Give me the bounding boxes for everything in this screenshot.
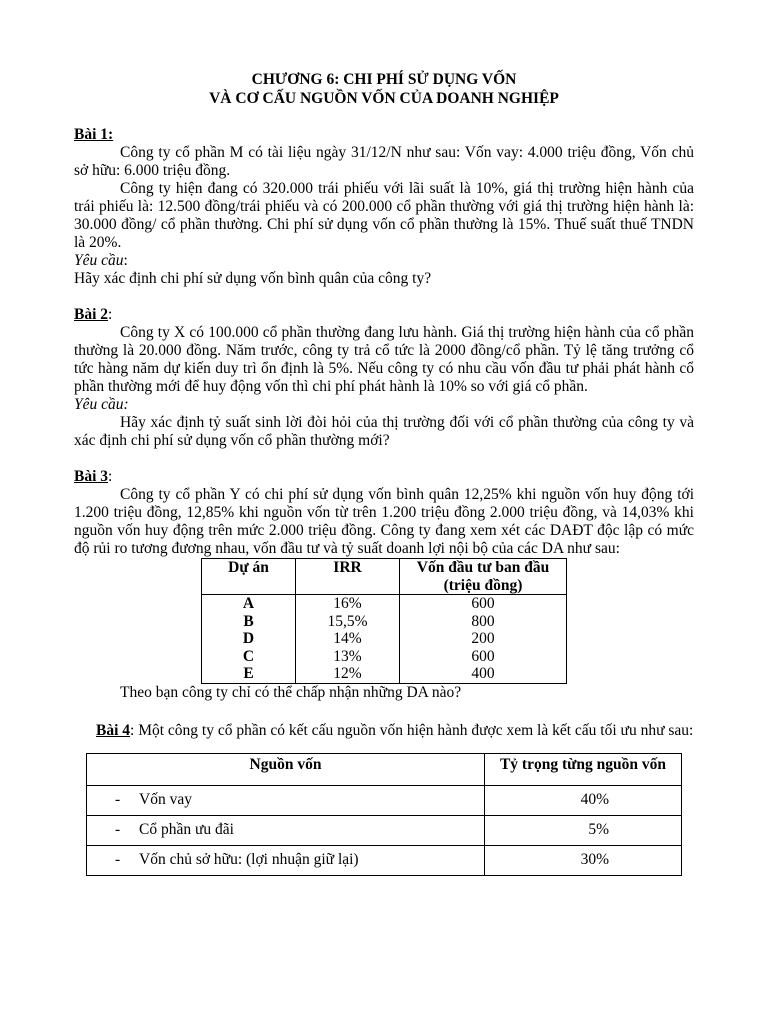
table-row (202, 648, 567, 666)
exercise-3-question: Theo bạn công ty chỉ có thể chấp nhận những DA nào? (120, 683, 462, 701)
exercise-4-heading: Bài 4 (96, 721, 131, 739)
exercise-1-paragraph-2: Công ty hiện đang có 320.000 trái phiếu với lãi suất là 10%, giá thị trường hiện hành của trái phiếu là: 12.500 đồng/trái phiếu và có 200.000 cổ phần thường với giá thị trường hiện hành là: 30.000 đồng/ cổ phần thường. Chi phí sử dụng vốn cổ phần thường là 15%. Thuế suất thuế TNDN là 20%. (74, 180, 694, 251)
table-row (202, 630, 567, 648)
exercise-2 (74, 306, 694, 450)
irr-cell: 12% (296, 665, 400, 683)
project-cell: C (202, 648, 296, 666)
chapter-title-line1: CHƯƠNG 6: CHI PHÍ SỬ DỤNG VỐN (251, 71, 517, 88)
list-dash: - (115, 821, 121, 838)
exercise-2-requirement-label: Yêu cầu: (74, 396, 129, 413)
exercise-3 (74, 468, 694, 702)
capital-weight-cell: 5% (485, 815, 682, 845)
capital-source-label: Vốn vay (139, 791, 192, 808)
exercise-2-heading: Bài 2 (74, 306, 109, 323)
chapter-title (74, 70, 694, 108)
capital-structure-table (86, 753, 682, 876)
list-dash: - (115, 851, 121, 868)
exercise-3-heading: Bài 3 (74, 468, 109, 485)
capital-source-cell (87, 815, 485, 845)
capital-source-cell (87, 845, 485, 875)
investment-cell: 600 (400, 648, 567, 666)
exercise-1-requirement: Hãy xác định chi phí sử dụng vốn bình quân của công ty? (74, 270, 432, 287)
irr-cell: 14% (296, 630, 400, 648)
irr-cell: 16% (296, 595, 400, 613)
capital-table-header-weight: Tỷ trọng từng nguồn vốn (485, 753, 682, 785)
exercise-2-requirement: Hãy xác định tỷ suất sinh lời đòi hỏi của thị trường đối với cổ phần thường của công ty và xác định chi phí sử dụng vốn cổ phần thường mới? (74, 414, 694, 449)
project-cell: D (202, 630, 296, 648)
project-table-header-irr: IRR (296, 559, 400, 595)
capital-source-label: Vốn chủ sở hữu: (lợi nhuận giữ lại) (139, 851, 359, 868)
exercise-2-paragraph-1: Công ty X có 100.000 cổ phần thường đang lưu hành. Giá thị trường hiện hành của cổ phần thường là 20.000 đồng. Năm trước, công ty trả cổ tức là 2000 đồng/cổ phần. Tỷ lệ tăng trưởng cổ tức hàng năm dự kiến duy trì ổn định là 5%. Nếu công ty có nhu cầu vốn đầu tư phải phát hành cổ phần thường mới để huy động vốn thì chi phí phát hành là 10% so với giá cổ phần. (74, 324, 694, 395)
exercise-4-text: : Một công ty cổ phần có kết cấu nguồn vốn hiện hành được xem là kết cấu tối ưu như sau: (130, 721, 694, 739)
exercise-1-heading: Bài 1: (74, 126, 114, 143)
exercise-3-heading-colon: : (108, 468, 113, 485)
capital-source-cell (87, 785, 485, 815)
exercise-1-requirement-label: Yêu cầu (74, 252, 124, 269)
capital-weight-cell: 30% (485, 845, 682, 875)
project-table-header-project: Dự án (202, 559, 296, 595)
investment-cell: 800 (400, 613, 567, 631)
investment-cell: 200 (400, 630, 567, 648)
document-content (74, 70, 694, 876)
project-cell: A (202, 595, 296, 613)
capital-weight-cell: 40% (485, 785, 682, 815)
exercise-1-paragraph-1: Công ty cổ phần M có tài liệu ngày 31/12/N như sau: Vốn vay: 4.000 triệu đồng, Vốn chủ sở hữu: 6.000 triệu đồng. (74, 144, 694, 179)
exercise-1-requirement-colon: : (123, 252, 128, 269)
exercise-3-paragraph-1: Công ty cổ phần Y có chi phí sử dụng vốn bình quân 12,25% khi nguồn vốn huy động tới 1.200 triệu đồng, 12,85% khi nguồn vốn từ trên 1.200 triệu đồng 2.000 triệu đồng, và 14,03% khi nguồn vốn huy động trên mức 2.000 triệu đồng. Công ty đang xem xét các DAĐT độc lập có mức độ rủi ro tương đương nhau, vốn đầu tư và tỷ suất doanh lợi nội bộ của các DA như sau: (74, 486, 694, 557)
exercise-4 (74, 716, 694, 876)
table-row (202, 613, 567, 631)
list-dash: - (115, 791, 121, 808)
investment-cell: 400 (400, 665, 567, 683)
project-table (201, 558, 567, 684)
exercise-2-heading-colon: : (108, 306, 113, 323)
capital-source-label: Cổ phần ưu đãi (139, 821, 234, 838)
table-row (202, 595, 567, 613)
capital-table-header-source: Nguồn vốn (87, 753, 485, 785)
project-table-header-investment: Vốn đầu tư ban đầu (triệu đồng) (400, 559, 567, 595)
chapter-title-line2: VÀ CƠ CẤU NGUỒN VỐN CỦA DOANH NGHIỆP (209, 90, 559, 107)
exercise-1 (74, 126, 694, 288)
table-row (87, 815, 682, 845)
project-cell: B (202, 613, 296, 631)
investment-cell: 600 (400, 595, 567, 613)
irr-cell: 15,5% (296, 613, 400, 631)
irr-cell: 13% (296, 648, 400, 666)
table-row (202, 665, 567, 683)
table-row (87, 785, 682, 815)
table-row (87, 845, 682, 875)
project-cell: E (202, 665, 296, 683)
